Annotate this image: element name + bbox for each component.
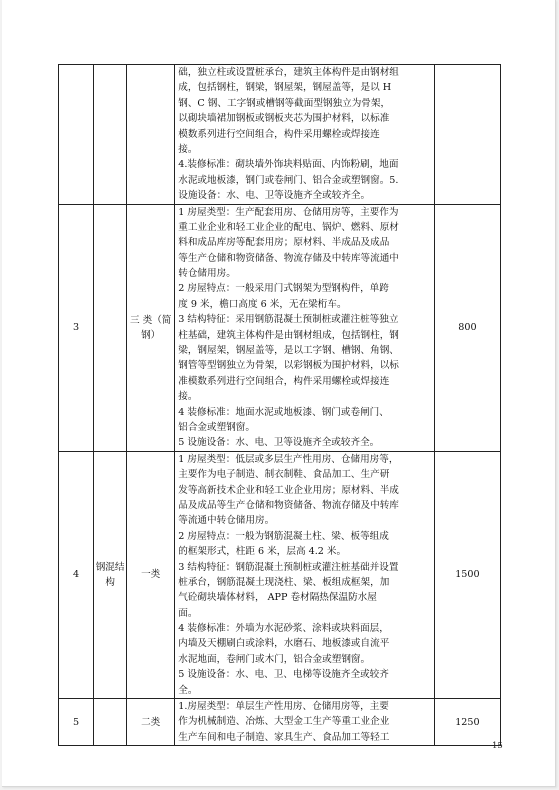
description-line: 础，独立柱或设置桩承台，建筑主体构件是由钢材组 [178, 67, 399, 78]
class-cell: 二类 [127, 699, 175, 746]
description-line: 接。 [178, 391, 198, 403]
description-line: 1 房屋类型：生产配套用房、仓储用房等，主要作为 [178, 206, 399, 218]
description-line: 桩承台，钢筋混凝土现浇柱、梁、板组成框架，加 [178, 576, 390, 588]
description-line: 设施设备：水、电、卫等设施齐全或较齐全。 [178, 190, 371, 202]
description-line: 以砌块墙裙加钢板或钢板夹芯为围护材料，以标准 [178, 113, 390, 125]
description-line: 度 9 米，檐口高度 6 米，无在梁桁车。 [178, 298, 347, 310]
description-line: 钢管等型钢独立为骨架，以彩钢板为围护材料，以标 [178, 360, 399, 372]
price-cell: 1250 [434, 699, 500, 746]
description-line: 全。 [178, 684, 198, 696]
row-number-cell: 4 [59, 451, 94, 698]
description-line: 等生产仓储和物资储备、物流存储及中转库等流通中 [178, 252, 399, 264]
description-line: 品及成品等生产仓储和物资储备、物流存储及中转库 [178, 499, 399, 511]
description-line: 生产车间和电子制造、家具生产、食品加工等轻工 [178, 731, 390, 743]
description-cell [175, 65, 435, 205]
description-line: 料和成品库房等配套用房；原材料、半成品及成品 [178, 237, 390, 249]
description-line: 4 装修标准：外墙为水泥砂浆、涂料或块料面层， [178, 623, 389, 635]
description-line: 等流通中转仓储用房。 [178, 515, 275, 527]
table-body [59, 65, 501, 746]
table-row-3 [59, 204, 501, 451]
table-row-4 [59, 451, 501, 698]
description-line: 的框架形式，柱距 6 米，层高 4.2 米。 [178, 546, 347, 558]
description-cell [175, 451, 435, 698]
description-line: 气砼砌块墙体材料， APP 卷材隔热保温防水屋 [178, 592, 377, 604]
description-line: 水泥地面，卷闸门或木门，铝合金或塑钢窗。 [178, 653, 371, 665]
description-line: 主要作为电子制造、制衣制鞋、食品加工、生产研 [178, 469, 390, 481]
description-line: 内墙及天棚刷白或涂料，水磨石、地板漆或自流平 [178, 638, 390, 650]
structure-cell [94, 65, 127, 205]
description-line: 2 房屋特点：一般为钢筋混凝土柱、梁、板等组成 [178, 530, 389, 542]
description-line: 准模数系列进行空间组合，构件采用螺栓或焊接连 [178, 375, 390, 387]
description-line: 梁，钢屋架，钢屋盖等，是以工字钢、槽钢、角钢、 [178, 345, 399, 357]
description-line: 1.房屋类型：单层生产性用房、仓储用房等，主要 [178, 701, 389, 713]
pricing-standard-table [58, 64, 501, 746]
price-cell [434, 65, 500, 205]
description-line: 成，包括钢柱，钢梁，钢屋架，钢屋盖等，是以 H [178, 82, 392, 94]
description-line: 2 房屋特点：一般采用门式钢架为型钢构件，单跨 [178, 283, 389, 295]
structure-cell [94, 204, 127, 451]
page-number: 15 [492, 741, 503, 751]
description-line: 5 设施设备：水、电、卫、电梯等设施齐全或较齐 [178, 669, 389, 681]
class-cell: 一类 [127, 451, 175, 698]
description-line: 铝合金或塑钢窗。 [178, 421, 255, 433]
description-line: 5 设施设备：水、电、卫等设施齐全或较齐全。 [178, 437, 380, 449]
description-cell [175, 204, 435, 451]
description-line: 作为机械制造、冶炼、大型金工生产等重工业企业 [178, 716, 390, 728]
description-line: 水泥或地板漆，钢门或卷闸门、铝合金或塑钢窗。5. [178, 174, 399, 186]
description-line: 模数系列进行空间组合，构件采用螺栓或焊接连 [178, 128, 380, 140]
description-line: 面。 [178, 607, 198, 619]
price-cell: 800 [434, 204, 500, 451]
description-line: 1 房屋类型：低层或多层生产性用房、仓储用房等， [178, 453, 399, 465]
table-row-5 [59, 699, 501, 746]
description-line: 3 结构特征：钢筋混凝土预制桩或灌注桩基础并设置 [178, 561, 399, 573]
table-row-continued [59, 65, 501, 205]
description-cell [175, 699, 435, 746]
description-line: 4.装修标准：砌块墙外饰块料贴面、内饰粉刷，地面 [178, 159, 399, 171]
description-line: 重工业企业和轻工业企业的配电、锅炉、燃料、原材 [178, 221, 399, 233]
structure-cell [94, 699, 127, 746]
description-line: 接。 [178, 143, 198, 155]
structure-cell: 钢混结构 [94, 451, 127, 698]
row-number-cell [59, 65, 94, 205]
class-cell: 三 类（简钢） [127, 204, 175, 451]
class-cell [127, 65, 175, 205]
description-line: 4 装修标准：地面水泥或地板漆、钢门或卷闸门、 [178, 406, 389, 418]
row-number-cell: 3 [59, 204, 94, 451]
description-line: 钢、C 钢、工字钢或槽钢等截面型钢独立为骨架， [178, 97, 391, 109]
description-line: 发等高新技术企业和轻工业企业用房；原材料、半成 [178, 484, 399, 496]
document-page [2, 0, 556, 787]
description-line: 转仓储用房。 [178, 268, 236, 280]
description-line: 柱基础，建筑主体构件是由钢材组成，包括钢柱，钢 [178, 329, 399, 341]
price-cell: 1500 [434, 451, 500, 698]
description-line: 3 结构特征：采用钢筋混凝土预制桩或灌注桩等独立 [178, 314, 399, 326]
row-number-cell: 5 [59, 699, 94, 746]
